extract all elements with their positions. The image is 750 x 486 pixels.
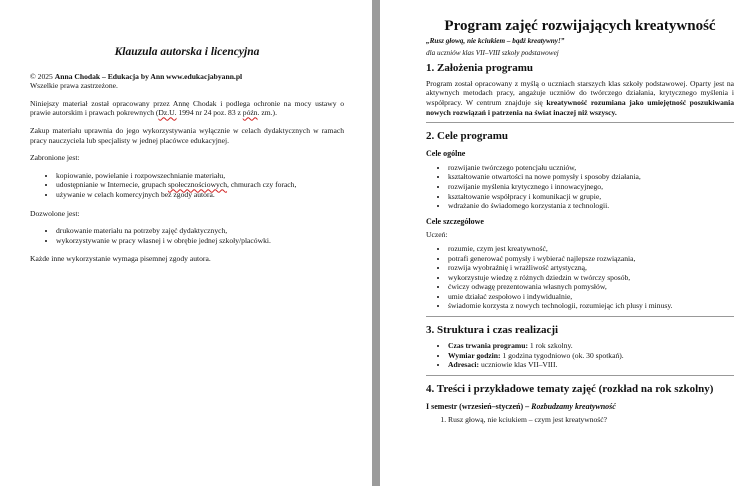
duration-value: 1 rok szkolny. <box>528 341 573 351</box>
list-item <box>448 351 734 361</box>
list-item <box>448 341 734 351</box>
forbidden-list <box>30 171 344 200</box>
list-item: 1. Rusz głową, nie kciukiem – czym jest kreatywność? <box>448 415 734 425</box>
list-item: • rozwijanie twórczego potencjału uczniów, <box>448 163 734 173</box>
list-item <box>56 180 344 190</box>
list-item: • rozumie, czym jest kreatywność, <box>448 244 734 254</box>
p1-text-c: . zm.). <box>257 108 277 118</box>
student-label: Uczeń: <box>426 230 448 240</box>
hours-value: 1 godzina tygodniowo (ok. 30 spotkań). <box>500 350 624 360</box>
list-item: • wykorzystuje wiedzę z różnych dziedzin w twórczy sposób, <box>448 273 734 283</box>
section-4-heading: 4. Treści i przykładowe tematy zajęć (rozkład na rok szkolny) <box>426 382 714 395</box>
allowed-list <box>30 226 344 245</box>
license-paragraph-1 <box>30 99 344 118</box>
audience-label: Adresaci: <box>448 360 480 370</box>
divider <box>426 316 734 317</box>
list-item: • rozwijanie myślenia krytycznego i innowacyjnego, <box>448 182 734 192</box>
list-item <box>448 360 734 370</box>
audience-value: uczniowie klas VII–VIII. <box>479 360 558 370</box>
structure-list <box>426 341 734 370</box>
list-item: • umie działać zespołowo i indywidualnie, <box>448 292 734 302</box>
section-3-heading: 3. Struktura i czas realizacji <box>426 324 559 337</box>
hours-label: Wymiar godzin: <box>448 350 501 360</box>
p1-pozn: późn <box>242 108 258 118</box>
copyright-line <box>30 72 344 91</box>
list-item: • rozwija wyobraźnię i wrażliwość artystyczną, <box>448 263 734 273</box>
program-title: Program zajęć rozwijających kreatywność <box>444 18 716 34</box>
general-goals-list <box>426 163 734 211</box>
license-paragraph-2: Zakup materiału uprawnia do jego wykorzystywania wyłącznie w celach dydaktycznych w ramach pracy nauczyciela lub specjalisty w jednej placówce edukacyjnej. <box>30 125 344 145</box>
program-motto: „Rusz głową, nie kciukiem – bądź kreatywny!” <box>426 36 565 45</box>
duration-label: Czas trwania programu: <box>448 341 529 351</box>
section-1-text <box>426 79 734 117</box>
list-item: • świadomie korzysta z nowych technologii, rozumiejąc ich plusy i minusy. <box>448 301 734 311</box>
copyright-author: Anna Chodak – Edukacja by Ann www.edukacjabyann.pl <box>54 71 243 81</box>
p1-text-b: 1994 nr 24 poz. 83 z <box>176 108 243 118</box>
page-program <box>380 0 750 486</box>
page-gutter <box>372 0 380 486</box>
specific-goals-list <box>426 244 734 311</box>
allowed-label: Dozwolone jest: <box>30 208 80 218</box>
list-item: • wdrażanie do świadomego korzystania z technologii. <box>448 201 734 211</box>
list-item: • drukowanie materiału na potrzeby zajęć dydaktycznych, <box>56 226 344 236</box>
page-license <box>0 0 372 486</box>
p1-text-a: Niniejszy materiał został opracowany przez Annę Chodak i podlega ochronie na mocy ustawy o prawie autorskim i prawach pokrewnych ( <box>30 98 344 118</box>
section-1-heading: 1. Założenia programu <box>426 61 534 74</box>
topics-list <box>426 415 734 425</box>
s1-text-b: kreatywność rozumiana jako umiejętność poszukiwania nowych rozwiązań i patrzenia na świat inaczej niż wszyscy. <box>426 97 734 117</box>
list-item: • wykorzystywanie w pracy własnej i w obrębie jednej szkoły/placówki. <box>56 236 344 246</box>
list-item: • używanie w celach komercyjnych bez zgody autora. <box>56 190 344 200</box>
license-content <box>30 48 344 264</box>
license-title: Klauzula autorska i licencyjna <box>114 46 260 58</box>
list-item: • kopiowanie, powielanie i rozpowszechnianie materiału, <box>56 171 344 181</box>
list-item: • potrafi generować pomysły i wybierać najlepsze rozwiązania, <box>448 254 734 264</box>
general-goals-label: Cele ogólne <box>426 149 466 159</box>
semester-heading <box>426 402 734 412</box>
forbidden-2-text-a: udostępnianie w Internecie, grupach <box>56 180 168 190</box>
rights-reserved: Wszelkie prawa zastrzeżone. <box>30 81 118 91</box>
copyright-prefix: © 2025 <box>30 71 55 81</box>
divider <box>426 375 734 376</box>
list-item: • ćwiczy odwagę prezentowania własnych pomysłów, <box>448 282 734 292</box>
semester-theme: Rozbudzamy kreatywność <box>531 401 616 411</box>
list-item: • kształtowanie otwartości na nowe pomysły i sposoby działania, <box>448 172 734 182</box>
s1-text-a: Program został opracowany z myślą o uczniach starszych klas szkoły podstawowej. Oparty jest na aktywnych metodach pracy, angażuje uczniów do twórczego działania, krytycznego myślenia i współpracy. W centrum znajduje się <box>426 78 734 107</box>
specific-goals-label: Cele szczegółowe <box>426 216 484 226</box>
forbidden-label: Zabronione jest: <box>30 153 80 163</box>
forbidden-2-text-b: społecznościowych <box>167 180 228 190</box>
divider <box>426 122 734 123</box>
p1-dzu: Dz.U. <box>158 108 177 118</box>
program-content <box>426 18 734 425</box>
semester-label: I semestr (wrzesień–styczeń) – <box>426 401 532 411</box>
closing-note: Każde inne wykorzystanie wymaga pisemnej zgody autora. <box>30 254 211 264</box>
forbidden-2-text-c: , chmurach czy forach, <box>227 180 297 190</box>
program-audience: dla uczniów klas VII–VIII szkoły podstawowej <box>426 49 559 58</box>
list-item: • kształtowanie współpracy i komunikacji w grupie, <box>448 192 734 202</box>
section-2-heading: 2. Cele programu <box>426 130 508 143</box>
